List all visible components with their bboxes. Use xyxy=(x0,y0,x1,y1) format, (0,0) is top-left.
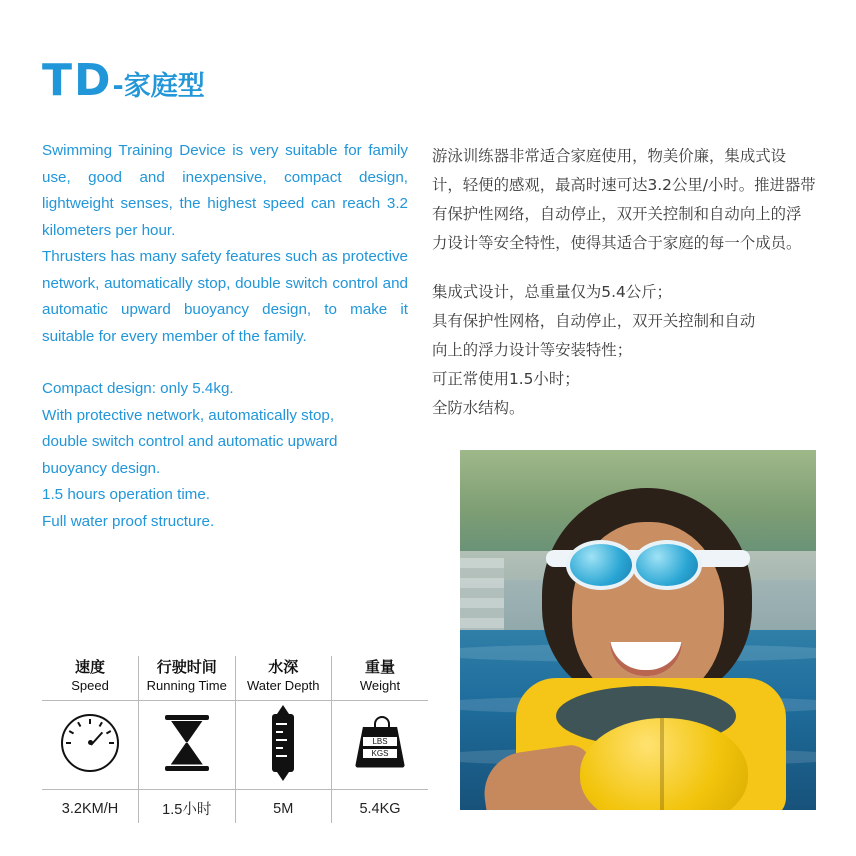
english-feature-line-5: 1.5 hours operation time. xyxy=(42,486,211,503)
spec-value-water-depth: 5M xyxy=(235,790,332,824)
spec-header-speed xyxy=(42,656,139,701)
photo-goggle-lens-right xyxy=(632,540,702,590)
spec-header-speed-en: Speed xyxy=(71,678,109,693)
chinese-feature-line-2: 具有保护性网格，自动停止，双开关控制和自动 xyxy=(432,312,756,330)
spec-header-water-depth xyxy=(235,656,332,701)
spec-value-speed: 3.2KM/H xyxy=(42,790,139,824)
english-paragraph-2: Thrusters has many safety features such as protective network, automatically stop, double switch control and automatic upward buoyancy design, to make it suitable for every member of the family. xyxy=(42,248,408,345)
spec-header-running-time-en: Running Time xyxy=(146,678,227,693)
spec-header-row xyxy=(42,656,428,701)
spec-header-running-time-cn: 行驶时间 xyxy=(156,658,217,676)
title-main-text: TD xyxy=(42,55,113,106)
spec-value-row xyxy=(42,790,428,824)
product-photo xyxy=(460,450,816,810)
chinese-description-column xyxy=(432,142,816,423)
photo-goggle-lens-left xyxy=(566,540,636,590)
spec-header-weight-cn: 重量 xyxy=(364,658,395,676)
english-feature-line-6: Full water proof structure. xyxy=(42,512,215,530)
depth-gauge-icon xyxy=(272,714,294,772)
spec-icon-row xyxy=(42,701,428,790)
english-feature-line-4: buoyancy design. xyxy=(42,459,161,477)
spec-table xyxy=(42,656,428,823)
spec-icon-cell-water-depth xyxy=(235,701,332,790)
spec-header-weight xyxy=(332,656,429,701)
spec-icon-cell-running-time xyxy=(139,701,236,790)
chinese-paragraph-1: 游泳训练器非常适合家庭使用，物美价廉，集成式设计，轻便的感观，最高时速可达3.2公里/小时。推进器带有保护性网络，自动停止，双开关控制和自动向上的浮力设计等安全特性，使得其适合于家庭的每一个成员。 xyxy=(432,147,816,252)
weight-icon-label-kgs: KGS xyxy=(363,749,397,758)
weight-icon xyxy=(352,716,408,770)
spec-header-weight-en: Weight xyxy=(359,678,401,693)
chinese-feature-line-4: 可正常使用1.5小时； xyxy=(432,370,580,388)
hourglass-icon xyxy=(165,715,209,771)
english-feature-line-1: Compact design: only 5.4kg. xyxy=(42,380,234,397)
photo-float-seam xyxy=(660,718,664,810)
spec-header-water-depth-en: Water Depth xyxy=(247,678,320,693)
spec-header-water-depth-cn: 水深 xyxy=(268,658,299,676)
chinese-feature-line-1: 集成式设计，总重量仅为5.4公斤； xyxy=(432,283,672,301)
page-title xyxy=(42,55,205,106)
english-paragraph-1: Swimming Training Device is very suitable for family use, good and inexpensive, compact design, lightweight senses, the highest speed can reach 3.2 kilometers per hour. xyxy=(42,142,408,239)
english-description-column xyxy=(42,138,408,535)
weight-icon-label-lbs: LBS xyxy=(363,737,397,746)
english-feature-line-2: With protective network, automatically stop, xyxy=(42,406,335,424)
spec-value-running-time: 1.5小时 xyxy=(139,790,236,824)
paragraph-spacer xyxy=(42,350,408,376)
english-feature-line-3: double switch control and automatic upward xyxy=(42,433,338,450)
spec-header-running-time xyxy=(139,656,236,701)
spec-icon-cell-weight xyxy=(332,701,429,790)
chinese-feature-line-3: 向上的浮力设计等安装特性； xyxy=(432,341,633,359)
chinese-feature-line-5: 全防水结构。 xyxy=(432,399,525,417)
spec-value-weight: 5.4KG xyxy=(332,790,429,824)
speedometer-icon xyxy=(61,714,119,772)
spec-header-speed-cn: 速度 xyxy=(74,658,105,676)
title-sub-text: -家庭型 xyxy=(112,71,205,102)
spec-icon-cell-speed xyxy=(42,701,139,790)
